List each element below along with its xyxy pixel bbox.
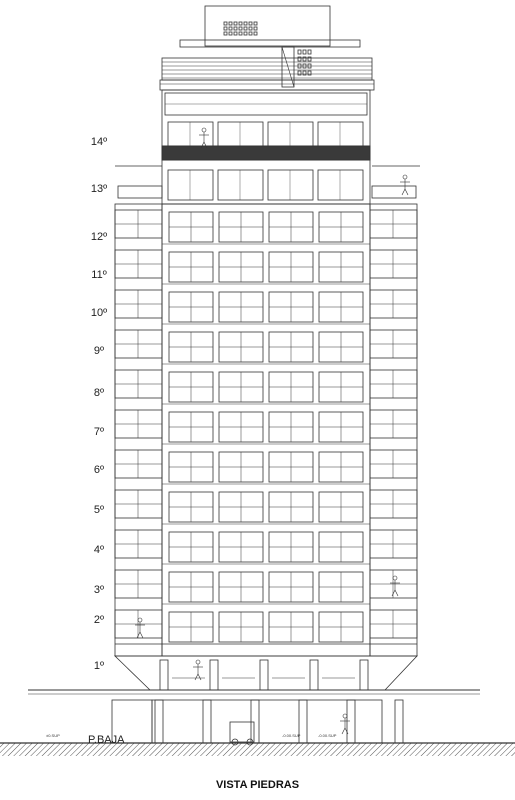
person-leg bbox=[195, 674, 198, 680]
window-13 bbox=[318, 170, 363, 200]
person-leg bbox=[392, 590, 395, 596]
roof-parapet bbox=[160, 80, 374, 90]
column bbox=[210, 660, 218, 690]
person-head bbox=[403, 175, 407, 179]
floor-label: 5º bbox=[93, 504, 105, 516]
window-13 bbox=[268, 170, 313, 200]
penthouse-window bbox=[218, 122, 263, 146]
vent-square bbox=[303, 71, 306, 75]
person-head bbox=[343, 714, 347, 718]
drawing-title: VISTA PIEDRAS bbox=[215, 779, 300, 791]
vent-square bbox=[229, 27, 232, 30]
floor-label: 4º bbox=[93, 544, 105, 556]
vent-square bbox=[229, 32, 232, 35]
vent-square bbox=[308, 71, 311, 75]
penthouse-window bbox=[168, 122, 213, 146]
person-head bbox=[138, 618, 142, 622]
terrace-left bbox=[118, 186, 162, 198]
person-leg bbox=[198, 674, 201, 680]
vent-square bbox=[244, 22, 247, 25]
vent-square bbox=[249, 27, 252, 30]
floor-label: 8º bbox=[93, 387, 105, 399]
vent-square bbox=[244, 32, 247, 35]
person-leg bbox=[140, 632, 143, 638]
person-leg bbox=[402, 189, 405, 195]
column bbox=[160, 660, 168, 690]
vent-square bbox=[254, 32, 257, 35]
person-leg bbox=[405, 189, 408, 195]
vent-square bbox=[224, 32, 227, 35]
level-mark-right: -0.00.SUP bbox=[318, 733, 337, 738]
penthouse-window bbox=[268, 122, 313, 146]
person-head bbox=[202, 128, 206, 132]
vent-square bbox=[224, 27, 227, 30]
vent-square bbox=[234, 32, 237, 35]
person-leg bbox=[345, 728, 348, 734]
terrace-right bbox=[372, 186, 416, 198]
ground-hatch bbox=[0, 743, 515, 756]
level-mark-left: ±0.SUP bbox=[46, 733, 60, 738]
vent-square bbox=[249, 22, 252, 25]
floor-13-facade bbox=[162, 160, 370, 204]
ground-column bbox=[203, 700, 211, 743]
window-13 bbox=[168, 170, 213, 200]
person-leg bbox=[137, 632, 140, 638]
person-leg bbox=[342, 728, 345, 734]
column bbox=[260, 660, 268, 690]
floor-label: 10º bbox=[90, 307, 108, 319]
vent-square bbox=[239, 32, 242, 35]
ground-column bbox=[347, 700, 355, 743]
side-wing-right bbox=[370, 204, 417, 656]
floor-label: 2º bbox=[93, 614, 105, 626]
roof-railing bbox=[162, 58, 372, 80]
penthouse-dark-band bbox=[162, 146, 370, 160]
floor-label: 13º bbox=[90, 183, 108, 195]
floor-label: 12º bbox=[90, 231, 108, 243]
vent-square bbox=[298, 50, 301, 54]
ground-floor-base bbox=[152, 700, 382, 743]
ground-column bbox=[155, 700, 163, 743]
vent-square bbox=[239, 27, 242, 30]
shaft-diagonal bbox=[282, 47, 294, 87]
vent-square bbox=[308, 50, 311, 54]
ground-column bbox=[395, 700, 403, 743]
tower-center bbox=[162, 204, 370, 656]
person-head bbox=[196, 660, 200, 664]
vent-square bbox=[249, 32, 252, 35]
vent-square bbox=[308, 57, 311, 61]
side-wing-left bbox=[115, 204, 162, 656]
penthouse-window bbox=[318, 122, 363, 146]
vent-square bbox=[244, 27, 247, 30]
floor-label: 6º bbox=[93, 464, 105, 476]
penthouse-facade bbox=[162, 90, 370, 146]
floor-label: 9º bbox=[93, 345, 105, 357]
window-13 bbox=[218, 170, 263, 200]
floor-label: 3º bbox=[93, 584, 105, 596]
vent-square bbox=[303, 57, 306, 61]
vent-square bbox=[234, 27, 237, 30]
floor-label: 14º bbox=[90, 136, 108, 148]
vent-square bbox=[254, 27, 257, 30]
level-mark-middle: -0.00.SUP bbox=[282, 733, 301, 738]
vent-square bbox=[303, 50, 306, 54]
vent-square bbox=[298, 57, 301, 61]
vent-square bbox=[298, 71, 301, 75]
ground-column bbox=[251, 700, 259, 743]
ground-floor-label: P.BAJA bbox=[88, 734, 125, 746]
vent-square bbox=[234, 22, 237, 25]
column bbox=[310, 660, 318, 690]
floor-label: 7º bbox=[93, 426, 105, 438]
vent-square bbox=[239, 22, 242, 25]
vent-square bbox=[254, 22, 257, 25]
floor-label: 11º bbox=[91, 269, 107, 281]
column bbox=[360, 660, 368, 690]
vent-square bbox=[229, 22, 232, 25]
person-leg bbox=[395, 590, 398, 596]
floor-label: 1º bbox=[93, 660, 105, 672]
person-head bbox=[393, 576, 397, 580]
vent-square bbox=[224, 22, 227, 25]
